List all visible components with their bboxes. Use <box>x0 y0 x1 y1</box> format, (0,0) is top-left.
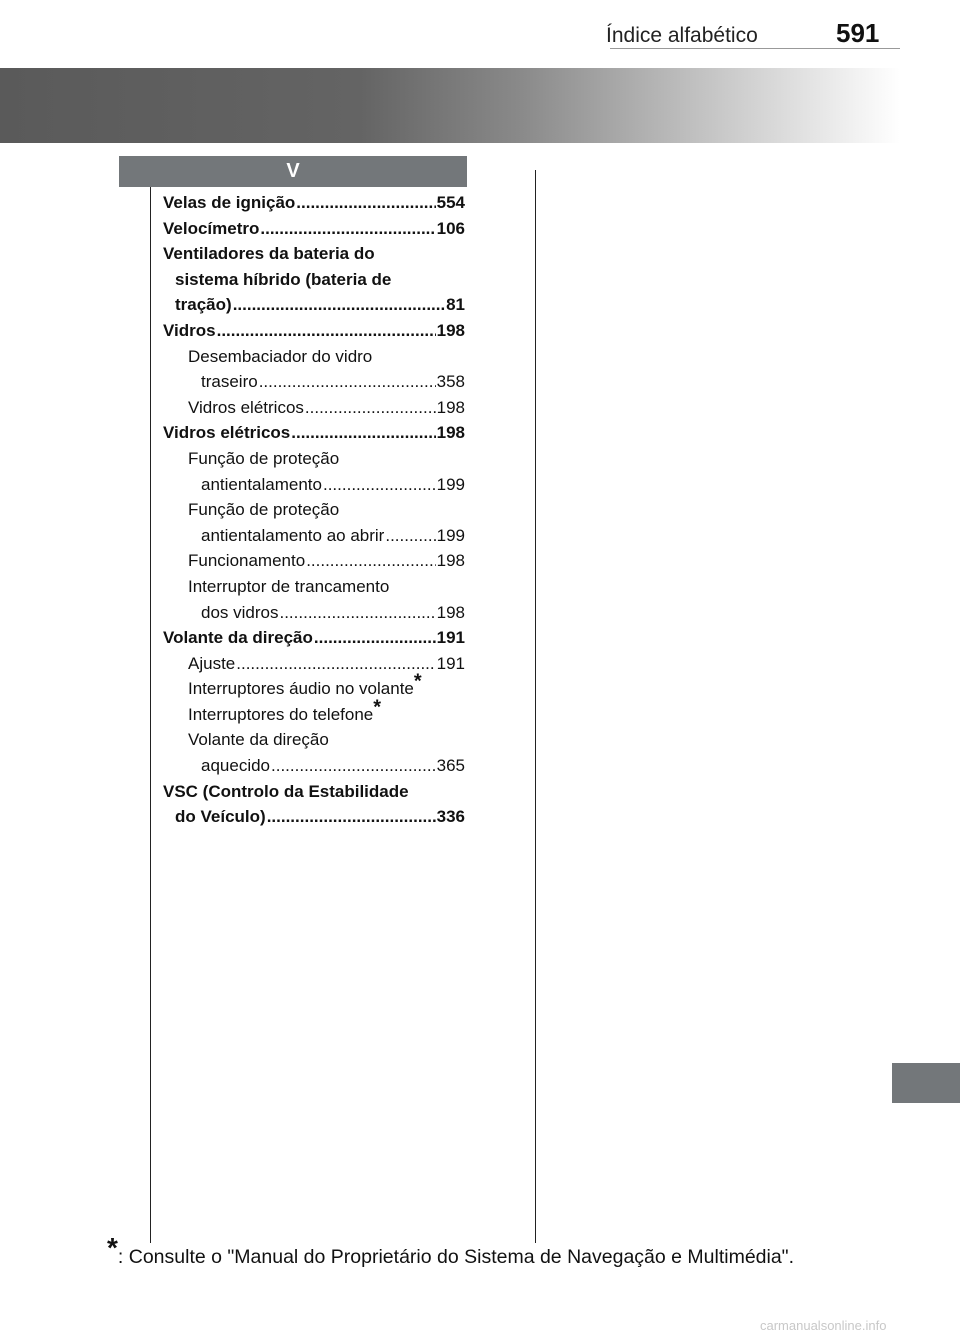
dot-leader <box>306 548 435 574</box>
index-entry-label: antientalamento ao abrir <box>201 525 385 545</box>
dot-leader <box>296 190 435 216</box>
index-entry-page: 191 <box>436 653 465 673</box>
header-divider <box>610 48 900 49</box>
index-entry-page: 198 <box>436 423 465 443</box>
index-entry <box>163 804 465 830</box>
footnote <box>107 1232 795 1269</box>
index-entry <box>163 472 465 498</box>
dot-leader <box>314 625 436 651</box>
header-banner <box>0 68 900 143</box>
index-entry-page: 198 <box>436 397 465 417</box>
watermark: carmanualsonline.info <box>760 1318 887 1333</box>
index-entry-label: Ajuste <box>188 653 236 673</box>
index-entry-label: Velocímetro <box>163 218 260 238</box>
index-entry-label: sistema híbrido (bateria de <box>175 269 392 289</box>
index-side-tab <box>892 1063 960 1103</box>
index-entry-label: traseiro <box>201 372 258 392</box>
dot-leader <box>271 753 436 779</box>
dot-leader <box>233 292 445 318</box>
footnote-reference-mark: * <box>373 696 382 719</box>
index-entry-label: Ventiladores da bateria do <box>163 244 375 264</box>
index-entry-label: Funcionamento <box>188 551 306 571</box>
page-number: 591 <box>836 18 880 48</box>
index-entry <box>163 779 465 805</box>
index-entry <box>163 574 465 600</box>
dot-leader <box>305 395 436 421</box>
dot-leader <box>236 651 435 677</box>
index-entry-label: do Veículo) <box>175 807 266 827</box>
index-entry-page: 336 <box>436 807 465 827</box>
index-entry-page: 358 <box>436 372 465 392</box>
index-entry <box>163 216 465 242</box>
page-header-title: Índice alfabético <box>606 24 758 47</box>
index-entry <box>163 753 465 779</box>
index-entry-page: 365 <box>436 756 465 776</box>
index-entry <box>163 241 465 267</box>
index-entry-label: Velas de ignição <box>163 193 296 212</box>
index-entry-label: Interruptor de trancamento <box>188 576 390 596</box>
index-entry-label: dos vidros <box>201 602 279 622</box>
index-entry-label: VSC (Controlo da Estabilidade <box>163 781 409 801</box>
dot-leader <box>260 216 435 242</box>
section-letter-heading: V <box>119 156 467 187</box>
index-entry-page: 199 <box>436 525 465 545</box>
column-left-rule <box>150 187 151 1243</box>
index-entry-label: Vidros <box>163 320 216 340</box>
index-entry <box>163 344 465 370</box>
index-entry-label: aquecido <box>201 756 271 776</box>
index-entry-label: Vidros elétricos <box>163 423 291 443</box>
index-entry <box>163 190 465 216</box>
dot-leader <box>385 523 435 549</box>
dot-leader <box>279 600 435 626</box>
index-entry-label: Interruptores áudio no volante <box>188 679 414 699</box>
index-entry <box>163 420 465 446</box>
dot-leader <box>323 472 436 498</box>
index-entry <box>163 523 465 549</box>
index-entry-label: Volante da direção <box>188 730 329 750</box>
index-entry-page: 106 <box>436 218 465 238</box>
column-divider-rule <box>535 170 536 1243</box>
index-entry-page: 198 <box>436 602 465 622</box>
index-entry <box>163 267 465 293</box>
index-entry-label: Interruptores do telefone <box>188 704 374 724</box>
dot-leader <box>291 420 435 446</box>
index-entry-label: antientalamento <box>201 474 322 494</box>
index-entry-page: 198 <box>436 320 465 340</box>
index-entry-label: Volante da direção <box>163 628 313 648</box>
index-entry <box>163 670 465 702</box>
footnote-text: : Consulte o "Manual do Proprietário do Sistema de Navegação e Multimédia". <box>117 1246 795 1268</box>
index-entry-page: 81 <box>446 295 465 315</box>
index-entry <box>163 369 465 395</box>
index-entry <box>163 497 465 523</box>
index-entry <box>163 395 465 421</box>
dot-leader <box>217 318 436 344</box>
index-entry-label: tração) <box>175 295 232 315</box>
index-entry-label: Função de proteção <box>188 448 340 468</box>
index-entry <box>163 318 465 344</box>
index-entry-page: 198 <box>436 551 465 571</box>
index-entry <box>163 548 465 574</box>
index-entry <box>163 600 465 626</box>
index-entry-page: 199 <box>436 474 465 494</box>
index-entry <box>163 446 465 472</box>
footnote-reference-mark: * <box>413 670 422 693</box>
dot-leader <box>267 804 436 830</box>
index-entry <box>163 696 465 728</box>
dot-leader <box>259 369 436 395</box>
index-entry <box>163 292 465 318</box>
index-entry-page: 554 <box>436 193 465 212</box>
index-entry <box>163 625 465 651</box>
index-entry-label: Vidros elétricos <box>188 397 304 417</box>
index-entry-label: Desembaciador do vidro <box>188 346 373 366</box>
index-entry-page: 191 <box>436 628 465 648</box>
index-entry <box>163 727 465 753</box>
footnote-mark: * <box>107 1232 118 1263</box>
index-entry-list <box>163 190 465 830</box>
index-entry-label: Função de proteção <box>188 500 340 520</box>
